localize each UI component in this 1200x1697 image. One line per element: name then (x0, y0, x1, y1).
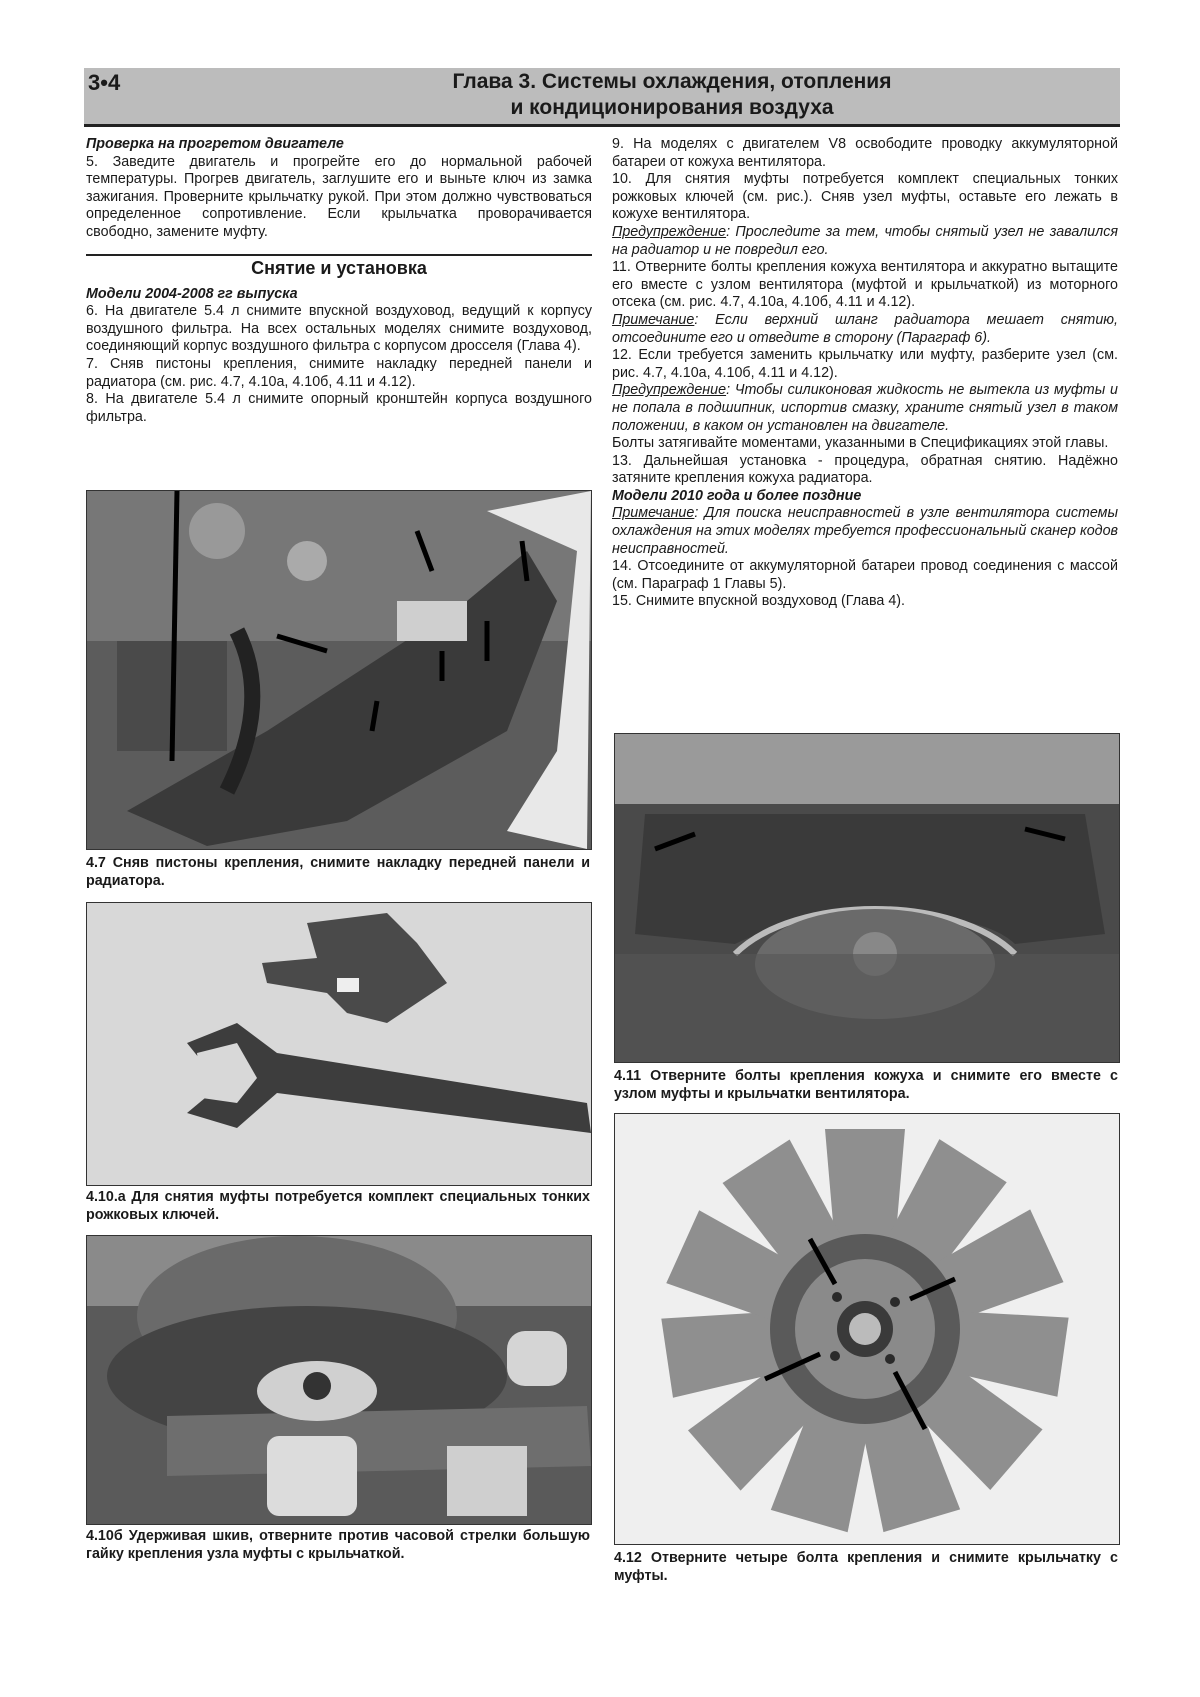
right-column (612, 136, 1118, 611)
chapter-title (234, 69, 1110, 121)
fan-blade-illustration (615, 1114, 1119, 1544)
note-2 (612, 505, 1118, 558)
warning-1-text: : Проследите за тем, чтобы снятый узел не завалился на радиатор и не повредил его. (612, 223, 1118, 258)
warning-2 (612, 382, 1118, 435)
wrenches-illustration (87, 903, 591, 1185)
figure-4-7-caption: 4.7 Сняв пистоны крепления, снимите накладку передней панели и радиатора. (86, 855, 590, 889)
paragraph-torque: Болты затягивайте моментами, указанными в Спецификациях этой главы. (612, 435, 1109, 452)
note-2-label: Примечание (612, 505, 695, 522)
chapter-title-line2: и кондиционирования воздуха (510, 96, 834, 119)
paragraph-12: 12. Если требуется заменить крыльчатку или муфту, разберите узел (см. рис. 4.7, 4.10а, 4.10б, 4.11 и 4.12). (612, 347, 1118, 381)
note-2-text: : Для поиска неисправностей в узле вентилятора системы охлаждения на этих моделях требуется профессиональный сканер кодов неисправностей. (612, 505, 1118, 557)
paragraph-11: 11. Отверните болты крепления кожуха вентилятора и аккуратно вытащите его вместе с узлом вентилятора (муфтой и крыльчаткой) из моторного отсека (см. рис. 4.7, 4.10а, 4.10б, 4.11 и 4.12). (612, 259, 1118, 311)
fan-shroud-illustration (615, 734, 1119, 1062)
warning-2-label: Предупреждение (612, 382, 727, 399)
paragraph-10: 10. Для снятия муфты потребуется комплект специальных тонких рожковых ключей (см. рис.). Сняв узел муфты, оставьте его лежать в кожухе вентилятора. (612, 171, 1118, 223)
paragraph-8: 8. На двигателе 5.4 л снимите опорный кронштейн корпуса воздушного фильтра. (86, 391, 592, 425)
figure-4-11-caption: 4.11 Отверните болты крепления кожуха и снимите его вместе с узлом муфты и крыльчатки вентилятора. (614, 1068, 1118, 1102)
chapter-header (84, 68, 1120, 127)
figure-4-12-photo (614, 1113, 1120, 1545)
figure-4-10b-caption: 4.10б Удерживая шкив, отверните против часовой стрелки большую гайку крепления узла муфты с крыльчаткой. (86, 1528, 590, 1562)
figure-4-10a-caption: 4.10.а Для снятия муфты потребуется комплект специальных тонких рожковых ключей. (86, 1189, 590, 1223)
figure-4-10b-photo (86, 1235, 592, 1525)
paragraph-6: 6. На двигателе 5.4 л снимите впускной воздуховод, ведущий к корпусу воздушного фильтра. На всех остальных моделях снимите воздуховод, соединяющий корпус воздушного фильтра с корпусом дросселя (Глава 4). (86, 303, 592, 355)
paragraph-15: 15. Снимите впускной воздуховод (Глава 4). (612, 593, 906, 610)
section-title: Снятие и установка (86, 254, 592, 286)
page-number: 3•4 (88, 70, 121, 95)
engine-bay-illustration (87, 491, 591, 849)
note-1-label: Примечание (612, 311, 695, 328)
warning-1 (612, 224, 1118, 259)
figure-4-11-photo (614, 733, 1120, 1063)
check-heading: Проверка на прогретом двигателе (86, 136, 344, 152)
paragraph-5: 5. Заведите двигатель и прогрейте его до нормальной рабочей температуры. Прогрев двигатель, заглушите его и выньте ключ из замка зажигания. Проверните крыльчатку рукой. При этом должно чувствоваться определенное сопротивление. Если крыльчатка проворачивается свободно, замените муфту. (86, 153, 592, 240)
models2-heading: Модели 2010 года и более поздние (612, 487, 862, 504)
figure-4-7-photo (86, 490, 592, 850)
left-column (86, 136, 592, 426)
pulley-illustration (87, 1236, 591, 1524)
paragraph-7: 7. Сняв пистоны крепления, снимите накладку передней панели и радиатора (см. рис. 4.7, 4.10а, 4.10б, 4.11 и 4.12). (86, 355, 592, 390)
paragraph-14: 14. Отсоедините от аккумуляторной батареи провод соединения с массой (см. Параграф 1 Главы 5). (612, 558, 1118, 592)
models-heading: Модели 2004-2008 гг выпуска (86, 285, 298, 302)
note-1 (612, 312, 1118, 347)
paragraph-9: 9. На моделях с двигателем V8 освободите проводку аккумуляторной батареи от кожуха вентилятора. (612, 136, 1118, 170)
paragraph-13: 13. Дальнейшая установка - процедура, обратная снятию. Надёжно затяните крепления кожуха радиатора. (612, 452, 1118, 487)
warning-1-label: Предупреждение (612, 223, 727, 240)
chapter-title-line1: Глава 3. Системы охлаждения, отопления (452, 70, 892, 93)
warning-2-text: : Чтобы силиконовая жидкость не вытекла из муфты и не попала в подшипник, испортив смазку, храните снятый узел в таком положении, в каком он установлен на двигателе. (612, 382, 1118, 434)
note-1-text: : Если верхний шланг радиатора мешает снятию, отсоедините его и отведите в сторону (Параграф 6). (612, 311, 1118, 346)
figure-4-10a-photo (86, 902, 592, 1186)
figure-4-12-caption: 4.12 Отверните четыре болта крепления и снимите крыльчатку с муфты. (614, 1550, 1118, 1584)
